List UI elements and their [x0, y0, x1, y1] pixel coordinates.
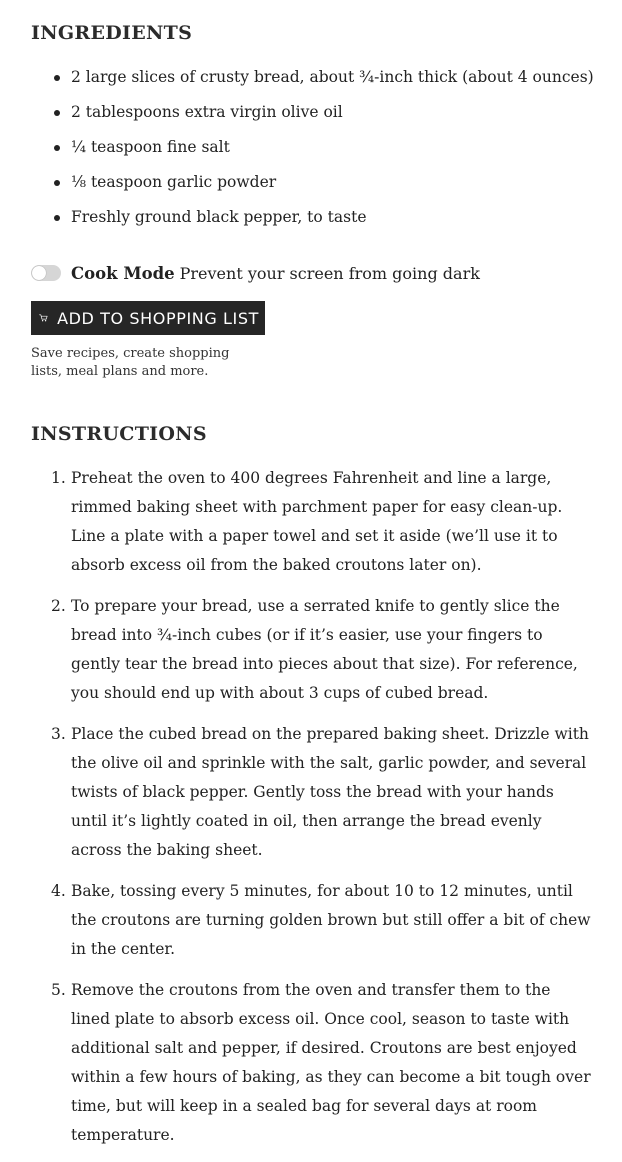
ingredient-text: 2 large slices of crusty bread, about ¾-inch thick (about 4 ounces) [71, 68, 594, 86]
bullet-icon [54, 110, 60, 116]
ingredient-item [31, 167, 611, 202]
instruction-step [31, 720, 591, 865]
shopping-note: Save recipes, create shopping lists, meal plans and more. [31, 346, 230, 379]
ingredients-list [31, 62, 611, 237]
cook-mode [31, 260, 480, 286]
bullet-icon [54, 75, 60, 81]
cook-mode-title: Cook Mode [71, 263, 175, 283]
cook-mode-description: Prevent your screen from going dark [179, 263, 480, 283]
ingredient-item [31, 202, 611, 237]
add-to-shopping-list-button[interactable] [31, 301, 265, 335]
instruction-step [31, 592, 591, 708]
cook-mode-toggle[interactable] [31, 265, 61, 281]
step-number: 5. [51, 981, 66, 999]
step-number: 2. [51, 597, 66, 615]
step-text: Bake, tossing every 5 minutes, for about 10 to 12 minutes, until the croutons are turning golden brown but still offer a bit of chew in the center. [71, 882, 591, 958]
ingredient-item [31, 132, 611, 167]
cart-icon [39, 309, 48, 327]
ingredients-heading: INGREDIENTS [31, 22, 193, 44]
instructions-heading: INSTRUCTIONS [31, 423, 207, 445]
step-text: Place the cubed bread on the prepared baking sheet. Drizzle with the olive oil and sprinkle with the salt, garlic powder, and several twists of black pepper. Gently toss the bread with your hands until it’s lightly coated in oil, then arrange the bread evenly across the baking sheet. [71, 725, 589, 859]
ingredient-text: Freshly ground black pepper, to taste [71, 208, 367, 226]
step-text: Remove the croutons from the oven and transfer them to the lined plate to absorb excess oil. Once cool, season to taste with additional salt and pepper, if desired. Croutons are best enjoyed within a few hours of baking, as they can become a bit tough over time, but will keep in a sealed bag for several days at room temperature. [71, 981, 591, 1144]
step-text: To prepare your bread, use a serrated knife to gently slice the bread into ¾-inch cubes (or if it’s easier, use your fingers to gently tear the bread into pieces about that size). For reference, you should end up with about 3 cups of cubed bread. [71, 597, 578, 702]
instruction-step [31, 976, 591, 1150]
bullet-icon [54, 215, 60, 221]
step-number: 3. [51, 725, 66, 743]
ingredient-text: ⅛ teaspoon garlic powder [71, 173, 277, 191]
bullet-icon [54, 145, 60, 151]
ingredient-text: 2 tablespoons extra virgin olive oil [71, 103, 343, 121]
step-number: 1. [51, 469, 66, 487]
add-to-shopping-list-label: ADD TO SHOPPING LIST [57, 308, 259, 328]
ingredient-item [31, 62, 611, 97]
ingredient-item [31, 97, 611, 132]
instructions-list [31, 464, 591, 1162]
toggle-knob [32, 266, 46, 280]
instruction-step [31, 877, 591, 964]
instruction-step [31, 464, 591, 580]
ingredient-text: ¼ teaspoon fine salt [71, 138, 230, 156]
bullet-icon [54, 180, 60, 186]
step-number: 4. [51, 882, 66, 900]
step-text: Preheat the oven to 400 degrees Fahrenheit and line a large, rimmed baking sheet with parchment paper for easy clean-up. Line a plate with a paper towel and set it aside (we’ll use it to absorb excess oil from the baked croutons later on). [71, 469, 563, 574]
